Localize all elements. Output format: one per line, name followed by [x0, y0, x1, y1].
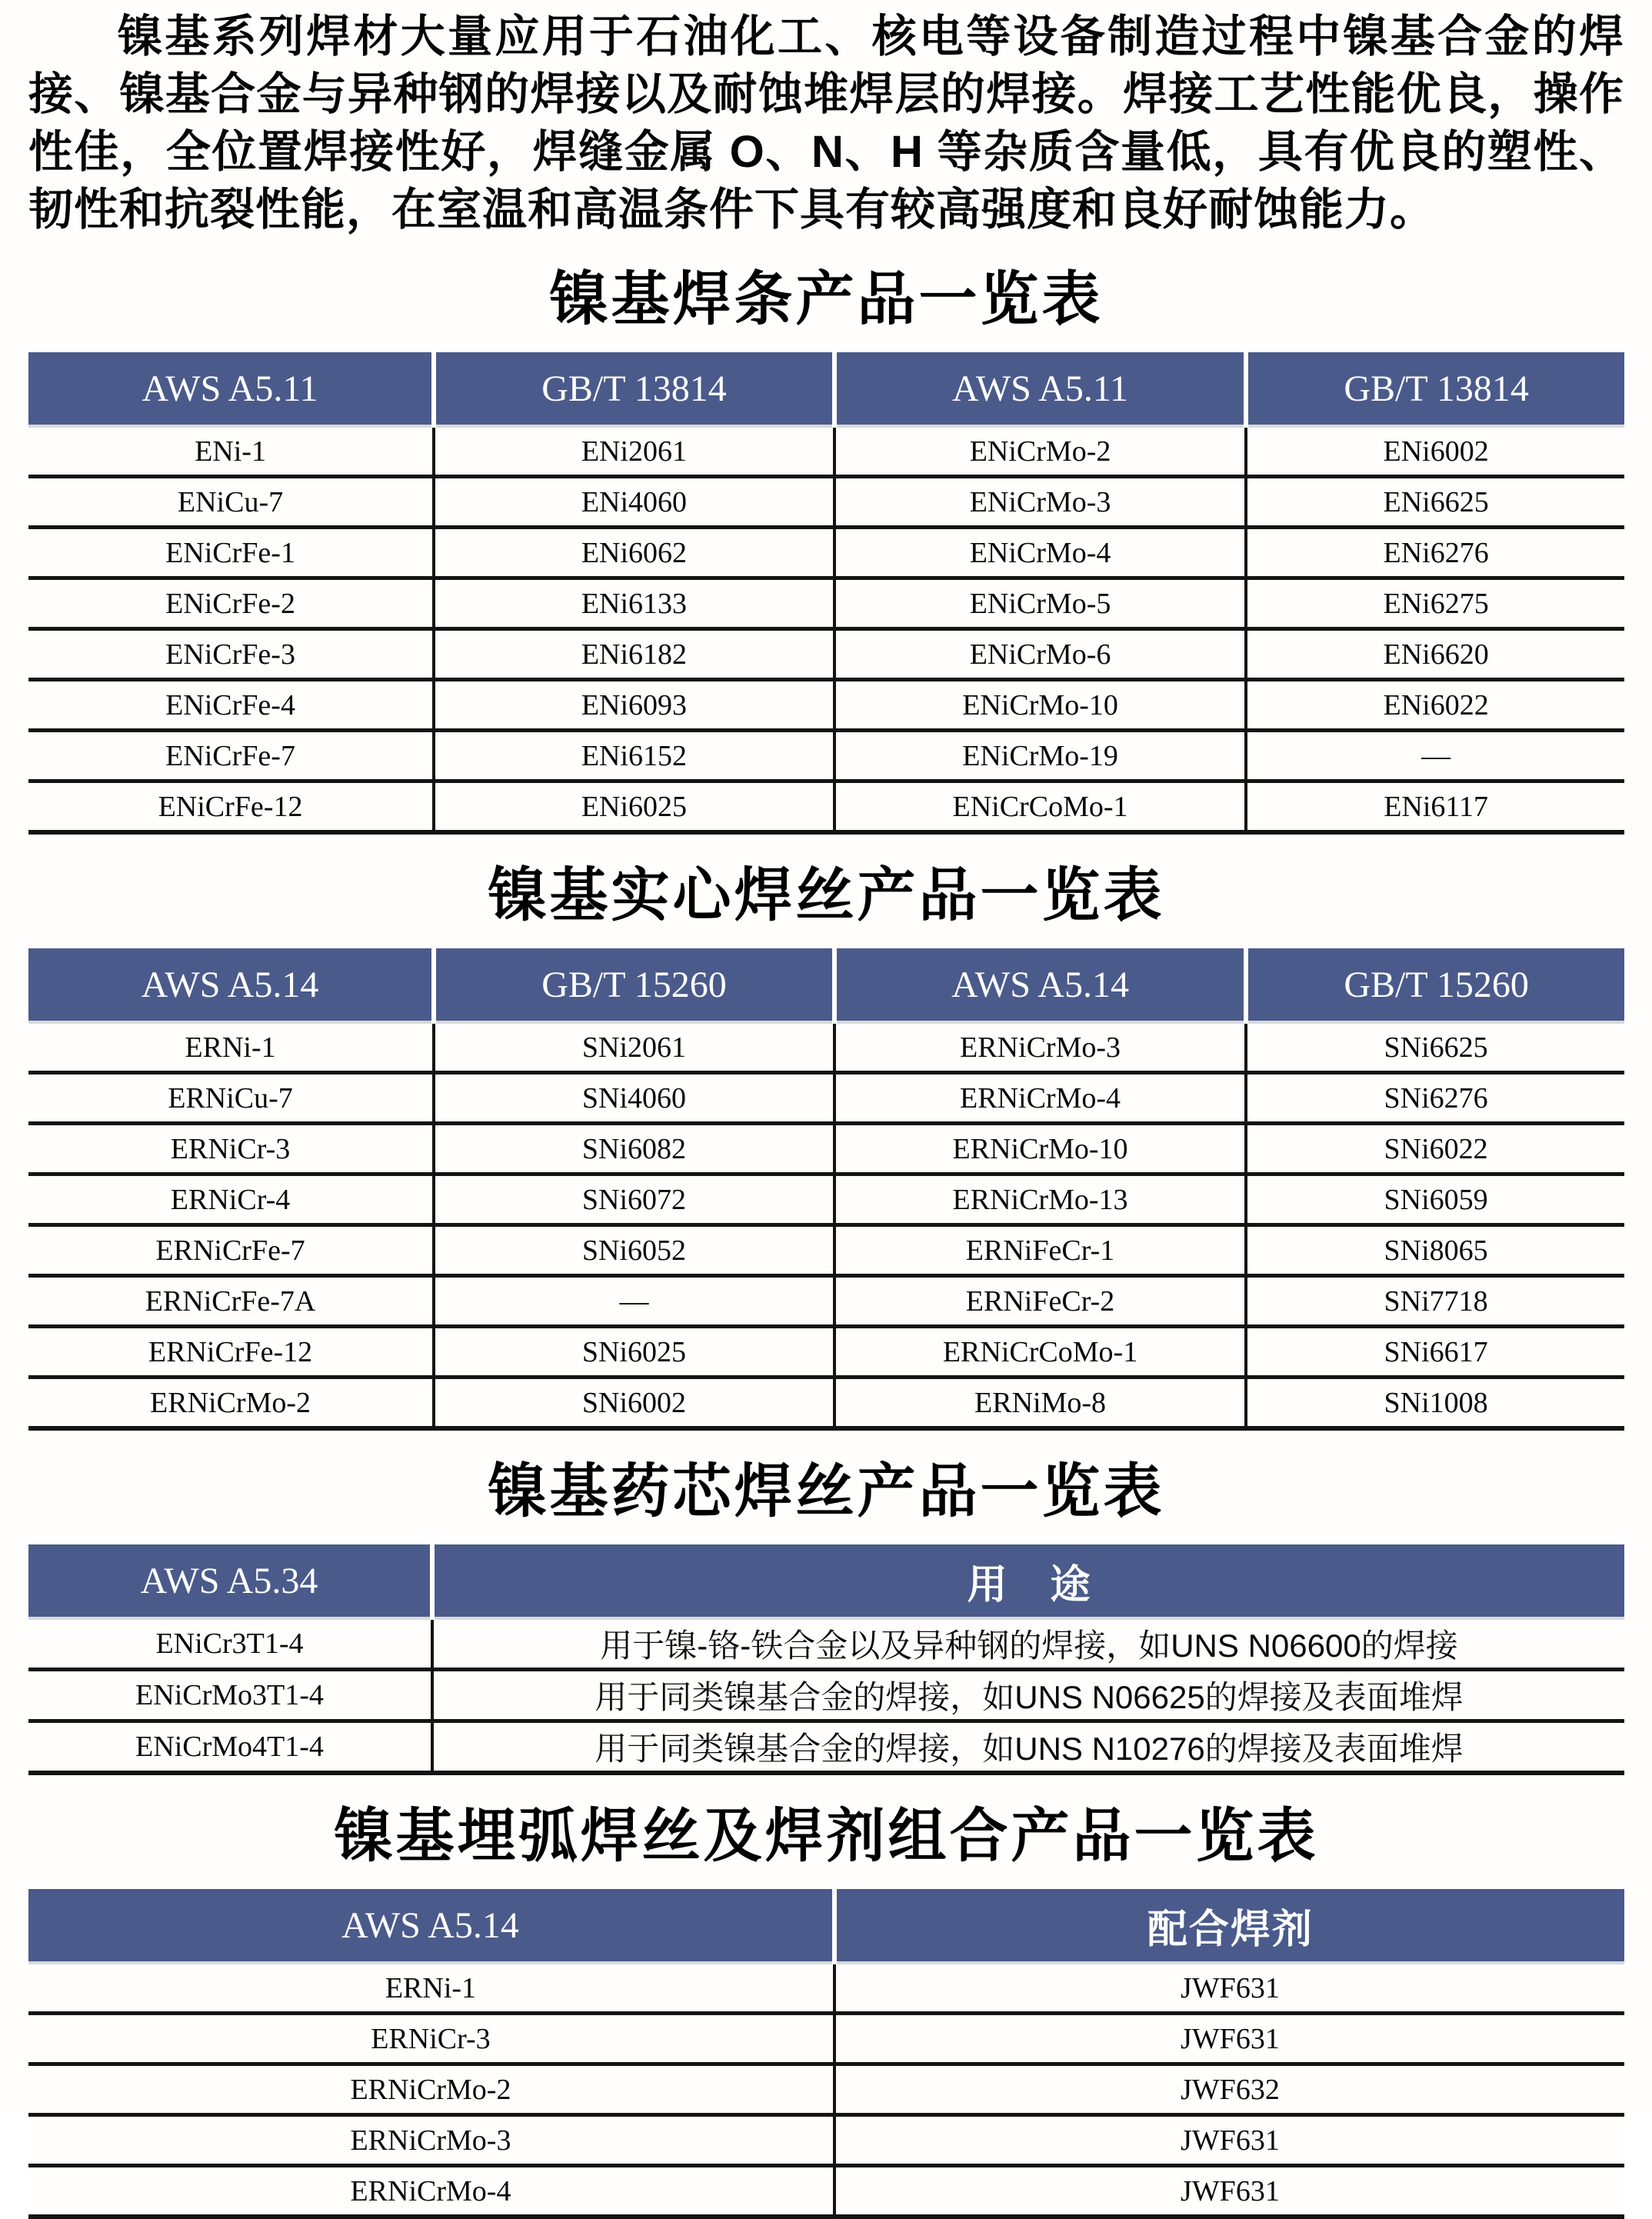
table-cell: 用于镍-铬-铁合金以及异种钢的焊接，如UNS N06600的焊接	[432, 1618, 1624, 1670]
table-row	[28, 1073, 1624, 1124]
table-cell: ERNiCr-3	[28, 2014, 834, 2064]
table-cell: SNi1008	[1246, 1378, 1624, 1429]
header-row	[28, 352, 1624, 426]
flux-cored-wire-table	[28, 1544, 1624, 1775]
table-cell: ENiCrFe-12	[28, 781, 434, 833]
table-cell: ERNiFeCr-1	[834, 1225, 1246, 1276]
table-cell: 用于同类镍基合金的焊接，如UNS N10276的焊接及表面堆焊	[432, 1721, 1624, 1774]
table-row	[28, 680, 1624, 731]
electrodes-table	[28, 352, 1624, 835]
table-cell: JWF631	[834, 2014, 1624, 2064]
table-row	[28, 1276, 1624, 1327]
header-row	[28, 948, 1624, 1022]
table-cell: SNi8065	[1246, 1225, 1624, 1276]
table-cell: ENi6062	[434, 528, 834, 578]
table-cell: ENi6022	[1246, 680, 1624, 731]
table-cell: ENiCrMo-19	[834, 731, 1246, 781]
table-title-solid-wire: 镍基实心焊丝产品一览表	[488, 863, 1165, 928]
table-cell: JWF631	[834, 2166, 1624, 2217]
table-cell: ERNiCrFe-7A	[28, 1276, 434, 1327]
column-header: GB/T 15260	[434, 948, 834, 1022]
table-row	[28, 629, 1624, 680]
table-row	[28, 731, 1624, 781]
table-cell: ENiCrMo-3	[834, 477, 1246, 528]
table-row	[28, 1327, 1624, 1378]
table-row	[28, 1174, 1624, 1225]
column-header: 配合焊剂	[834, 1889, 1624, 1963]
table-cell: ENi6133	[434, 578, 834, 629]
table-cell: ENi6620	[1246, 629, 1624, 680]
table-row	[28, 528, 1624, 578]
table-cell: ERNiCrMo-4	[28, 2166, 834, 2217]
table-cell: SNi6276	[1246, 1073, 1624, 1124]
table-cell: ERNiCrMo-4	[834, 1073, 1246, 1124]
column-header: GB/T 13814	[1246, 352, 1624, 426]
table-cell: ENiCrMo-2	[834, 426, 1246, 477]
table-cell: ERNiCrMo-2	[28, 2064, 834, 2115]
column-header: 用 途	[432, 1544, 1624, 1618]
table-cell: ENi6093	[434, 680, 834, 731]
table-row	[28, 1124, 1624, 1174]
table-cell: ENi6025	[434, 781, 834, 833]
table-cell: ERNiMo-8	[834, 1378, 1246, 1429]
table-row	[28, 2014, 1624, 2064]
table-cell: ENi6275	[1246, 578, 1624, 629]
saw-wire-flux-table	[28, 1889, 1624, 2219]
table-cell: SNi6617	[1246, 1327, 1624, 1378]
table-cell: ENi-1	[28, 426, 434, 477]
table-cell: JWF631	[834, 1963, 1624, 2014]
table-cell: ERNiCrFe-12	[28, 1327, 434, 1378]
table-row	[28, 578, 1624, 629]
table-row	[28, 1963, 1624, 2014]
table-cell: ERNiCrMo-13	[834, 1174, 1246, 1225]
table-row	[28, 1618, 1624, 1670]
table-row	[28, 2166, 1624, 2217]
table-cell: ENi6182	[434, 629, 834, 680]
table-row	[28, 781, 1624, 833]
table-cell: ERNiCr-3	[28, 1124, 434, 1174]
table-cell: ERNiCr-4	[28, 1174, 434, 1225]
table-cell: ERNiCrMo-3	[834, 1022, 1246, 1073]
table-cell: ENiCrFe-3	[28, 629, 434, 680]
table-cell: ENiCrCoMo-1	[834, 781, 1246, 833]
table-cell: SNi4060	[434, 1073, 834, 1124]
section-saw-wire-flux	[28, 1800, 1624, 2219]
table-cell: SNi2061	[434, 1022, 834, 1073]
table-cell: ENiCr3T1-4	[28, 1618, 432, 1670]
column-header: AWS A5.11	[834, 352, 1246, 426]
table-title-flux-cored-wire: 镍基药芯焊丝产品一览表	[488, 1459, 1165, 1524]
table-cell: ERNiCrMo-10	[834, 1124, 1246, 1174]
table-cell: JWF632	[834, 2064, 1624, 2115]
table-cell: 用于同类镍基合金的焊接，如UNS N06625的焊接及表面堆焊	[432, 1670, 1624, 1721]
table-cell: ENiCrFe-1	[28, 528, 434, 578]
column-header: AWS A5.14	[28, 1889, 834, 1963]
solid-wire-table	[28, 948, 1624, 1431]
table-cell: ENi4060	[434, 477, 834, 528]
table-cell: SNi6025	[434, 1327, 834, 1378]
section-solid-wire	[28, 859, 1624, 1431]
table-cell: ENiCrMo-4	[834, 528, 1246, 578]
header-row	[28, 1544, 1624, 1618]
table-cell: ENiCrMo4T1-4	[28, 1721, 432, 1774]
table-cell: ENi6117	[1246, 781, 1624, 833]
table-cell: ENi6002	[1246, 426, 1624, 477]
table-cell: ENiCrFe-4	[28, 680, 434, 731]
intro-paragraph: 镍基系列焊材大量应用于石油化工、核电等设备制造过程中镍基合金的焊接、镍基合金与异种钢的焊接以及耐蚀堆焊层的焊接。焊接工艺性能优良，操作性佳，全位置焊接性好，焊缝金属 O、N、H 等杂质含量低，具有优良的塑性、韧性和抗裂性能，在室温和高温条件下具有较高强度和良好耐蚀能力。	[28, 12, 1624, 235]
table-cell: SNi6002	[434, 1378, 834, 1429]
table-cell: SNi6082	[434, 1124, 834, 1174]
table-title-electrodes: 镍基焊条产品一览表	[549, 267, 1104, 332]
table-cell: ERNiCrFe-7	[28, 1225, 434, 1276]
table-cell: JWF631	[834, 2115, 1624, 2166]
column-header: AWS A5.14	[834, 948, 1246, 1022]
section-electrodes	[28, 263, 1624, 835]
table-cell: ENiCrMo-10	[834, 680, 1246, 731]
table-cell: SNi6052	[434, 1225, 834, 1276]
table-cell: ENiCu-7	[28, 477, 434, 528]
table-title-saw-wire-flux: 镍基埋弧焊丝及焊剂组合产品一览表	[334, 1804, 1319, 1869]
table-cell: —	[1246, 731, 1624, 781]
table-row	[28, 1022, 1624, 1073]
table-cell: ENiCrMo-6	[834, 629, 1246, 680]
table-cell: ENiCrMo3T1-4	[28, 1670, 432, 1721]
table-cell: ENiCrFe-7	[28, 731, 434, 781]
column-header: AWS A5.11	[28, 352, 434, 426]
table-row	[28, 426, 1624, 477]
table-row	[28, 477, 1624, 528]
table-row	[28, 1721, 1624, 1774]
header-row	[28, 1889, 1624, 1963]
table-cell: SNi6022	[1246, 1124, 1624, 1174]
column-header: AWS A5.14	[28, 948, 434, 1022]
table-cell: SNi7718	[1246, 1276, 1624, 1327]
table-cell: ERNiCrMo-2	[28, 1378, 434, 1429]
table-row	[28, 2115, 1624, 2166]
table-cell: ERNiCrMo-3	[28, 2115, 834, 2166]
table-cell: ENiCrMo-5	[834, 578, 1246, 629]
table-row	[28, 1670, 1624, 1721]
table-cell: ENi2061	[434, 426, 834, 477]
table-cell: ERNiFeCr-2	[834, 1276, 1246, 1327]
table-cell: SNi6625	[1246, 1022, 1624, 1073]
table-cell: SNi6072	[434, 1174, 834, 1225]
table-cell: ENi6625	[1246, 477, 1624, 528]
section-flux-cored-wire	[28, 1455, 1624, 1775]
table-row	[28, 1225, 1624, 1276]
table-cell: ERNi-1	[28, 1963, 834, 2014]
table-row	[28, 2064, 1624, 2115]
table-row	[28, 1378, 1624, 1429]
table-cell: ENiCrFe-2	[28, 578, 434, 629]
table-cell: ENi6152	[434, 731, 834, 781]
table-cell: —	[434, 1276, 834, 1327]
column-header: GB/T 15260	[1246, 948, 1624, 1022]
table-cell: ERNi-1	[28, 1022, 434, 1073]
column-header: GB/T 13814	[434, 352, 834, 426]
table-cell: ERNiCrCoMo-1	[834, 1327, 1246, 1378]
column-header: AWS A5.34	[28, 1544, 432, 1618]
table-cell: ERNiCu-7	[28, 1073, 434, 1124]
table-cell: ENi6276	[1246, 528, 1624, 578]
table-cell: SNi6059	[1246, 1174, 1624, 1225]
